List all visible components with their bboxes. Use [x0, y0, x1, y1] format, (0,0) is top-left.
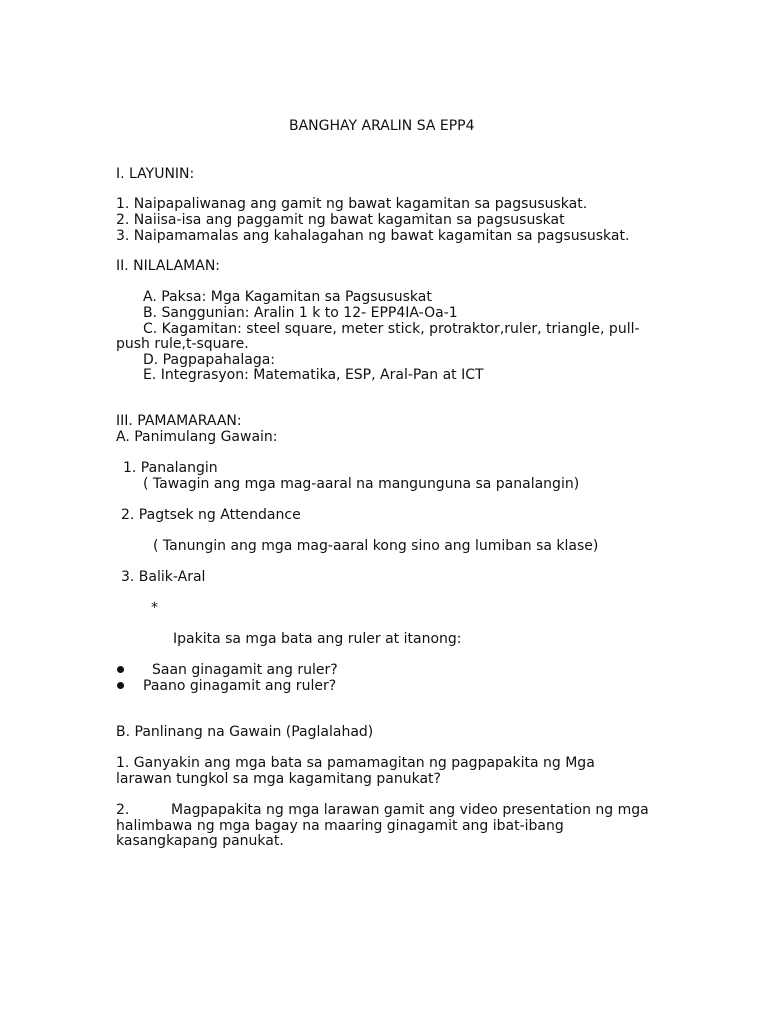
nilalaman-item: A. Paksa: Mga Kagamitan sa Pagsususkat: [143, 289, 432, 305]
paragraph-number: 2.: [116, 802, 130, 818]
paragraph-line: larawan tungkol sa mga kagamitang panukat?: [116, 771, 441, 787]
section-heading-layunin: I. LAYUNIN:: [116, 166, 195, 182]
layunin-item: 1. Naipapaliwanag ang gamit ng bawat kagamitan sa pagsususkat.: [116, 196, 588, 212]
nilalaman-item: D. Pagpapahalaga:: [143, 352, 275, 368]
nilalaman-item: B. Sanggunian: Aralin 1 k to 12- EPP4IA-Oa-1: [143, 305, 458, 321]
paragraph-line: 1. Ganyakin ang mga bata sa pamamagitan ng pagpapakita ng Mga: [116, 755, 595, 771]
subsection-heading: A. Panimulang Gawain:: [116, 429, 278, 445]
nilalaman-item: E. Integrasyon: Matematika, ESP, Aral-Pan at ICT: [143, 367, 484, 383]
step-note: ( Tanungin ang mga mag-aaral kong sino ang lumiban sa klase): [153, 538, 599, 554]
question-item: Paano ginagamit ang ruler?: [143, 678, 337, 694]
nilalaman-item: C. Kagamitan: steel square, meter stick, protraktor,ruler, triangle, pull-: [143, 321, 640, 337]
layunin-item: 2. Naiisa-isa ang paggamit ng bawat kagamitan sa pagsususkat: [116, 212, 565, 228]
paragraph-line: Magpapakita ng mga larawan gamit ang video presentation ng mga: [171, 802, 649, 818]
step-label: 1. Panalangin: [123, 460, 218, 476]
step-label: 3. Balik-Aral: [121, 569, 206, 585]
step-label: 2. Pagtsek ng Attendance: [121, 507, 301, 523]
nilalaman-item: push rule,t-square.: [116, 336, 249, 352]
paragraph-line: halimbawa ng mga bagay na maaring ginagamit ang ibat-ibang: [116, 818, 564, 834]
subsection-heading: B. Panlinang na Gawain (Paglalahad): [116, 724, 374, 740]
question-item: Saan ginagamit ang ruler?: [152, 662, 338, 678]
step-note: ( Tawagin ang mga mag-aaral na mangunguna sa panalangin): [143, 476, 580, 492]
paragraph-line: kasangkapang panukat.: [116, 833, 284, 849]
bullet-icon: [117, 666, 124, 673]
section-heading-nilalaman: II. NILALAMAN:: [116, 258, 221, 274]
bullet-icon: [117, 682, 124, 689]
layunin-item: 3. Naipamamalas ang kahalagahan ng bawat kagamitan sa pagsususkat.: [116, 228, 630, 244]
document-title: BANGHAY ARALIN SA EPP4: [289, 118, 475, 134]
step-note: Ipakita sa mga bata ang ruler at itanong:: [173, 631, 462, 647]
asterisk-marker: *: [151, 600, 158, 616]
section-heading-pamamaraan: III. PAMAMARAAN:: [116, 413, 242, 429]
